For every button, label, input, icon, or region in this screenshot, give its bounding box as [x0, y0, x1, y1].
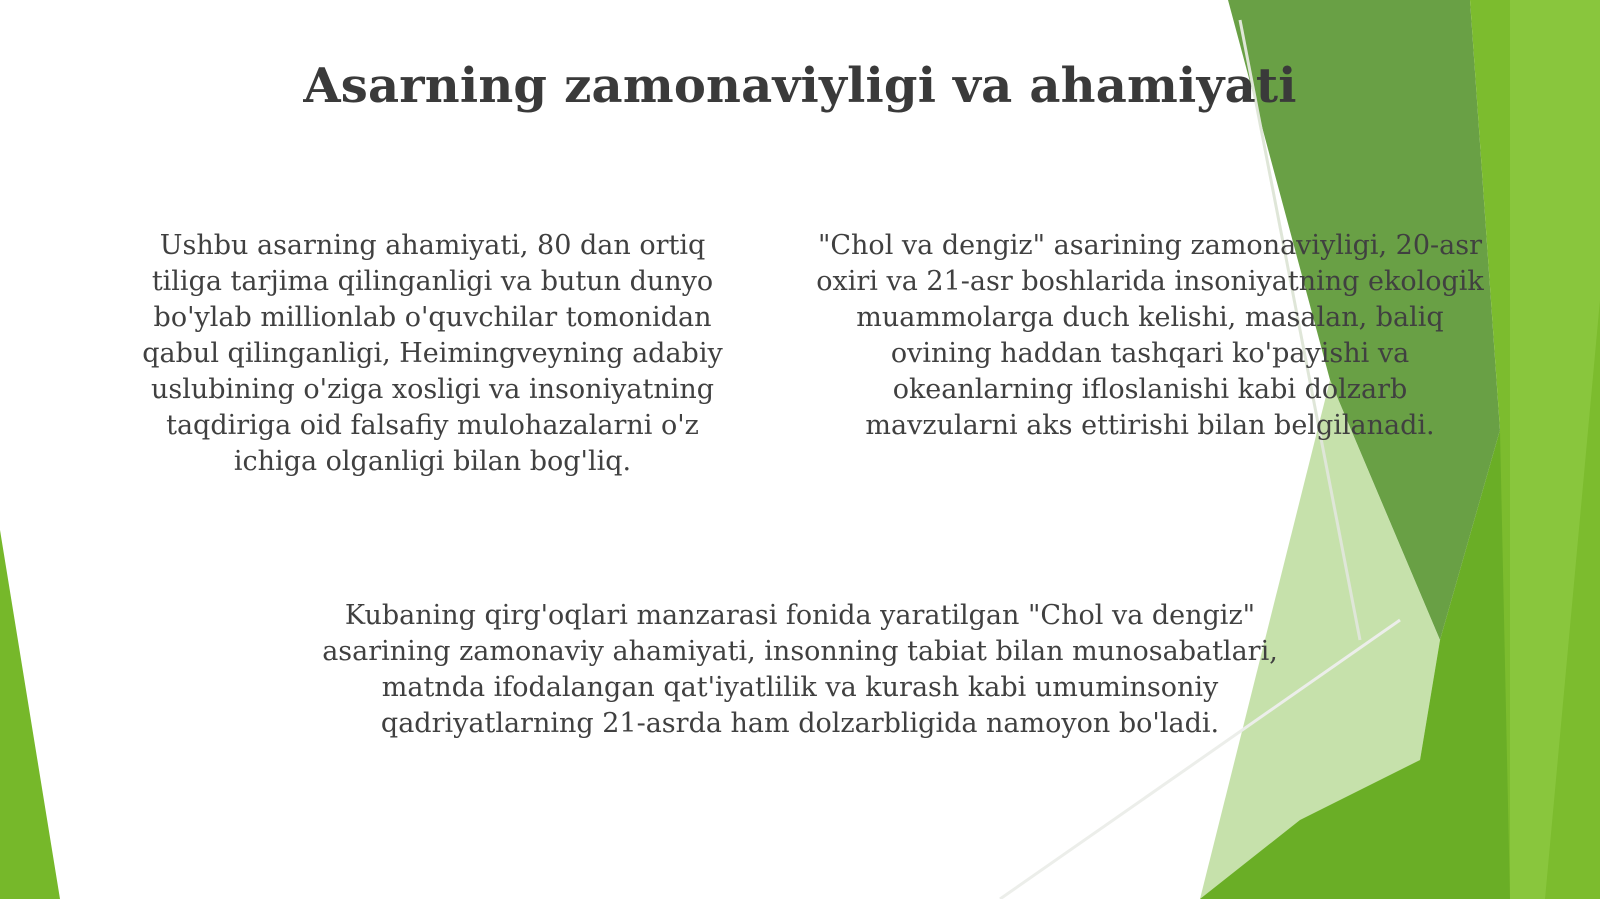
bottom-paragraph: Kubaning qirg'oqlari manzarasi fonida yaratilgan "Chol va dengiz" asarining zamonaviy ahamiyati, insonning tabiat bilan munosabatlari, matnda ifodalangan qat'iyatlilik va kurash kabi umuminsoniy qadriyatlarning 21-asrda ham dolzarbligida namoyon bo'ladi.: [322, 600, 1278, 739]
left-paragraph: Ushbu asarning ahamiyati, 80 dan ortiq tiliga tarjima qilinganligi va butun dunyo bo'ylab millionlab o'quvchilar tomonidan qabul qilinganligi, Heimingveyning adabiy uslubining o'ziga xosligi va insoniyatning taqdiriga oid falsafiy mulohazalarni o'z ichiga olganligi bilan bog'liq.: [142, 230, 723, 477]
right-paragraph: "Chol va dengiz" asarining zamonaviyligi, 20-asr oxiri va 21-asr boshlarida insoniyatning ekologik muammolarga duch kelishi, masalan, baliq ovining haddan tashqari ko'payishi va okeanlarning ifloslanishi kabi dolzarb mavzularni aks ettirishi bilan belgilanadi.: [816, 230, 1484, 441]
decor-shape-left-wedge: [0, 530, 60, 899]
slide-title: Asarning zamonaviyligi va ahamiyati: [303, 58, 1297, 114]
